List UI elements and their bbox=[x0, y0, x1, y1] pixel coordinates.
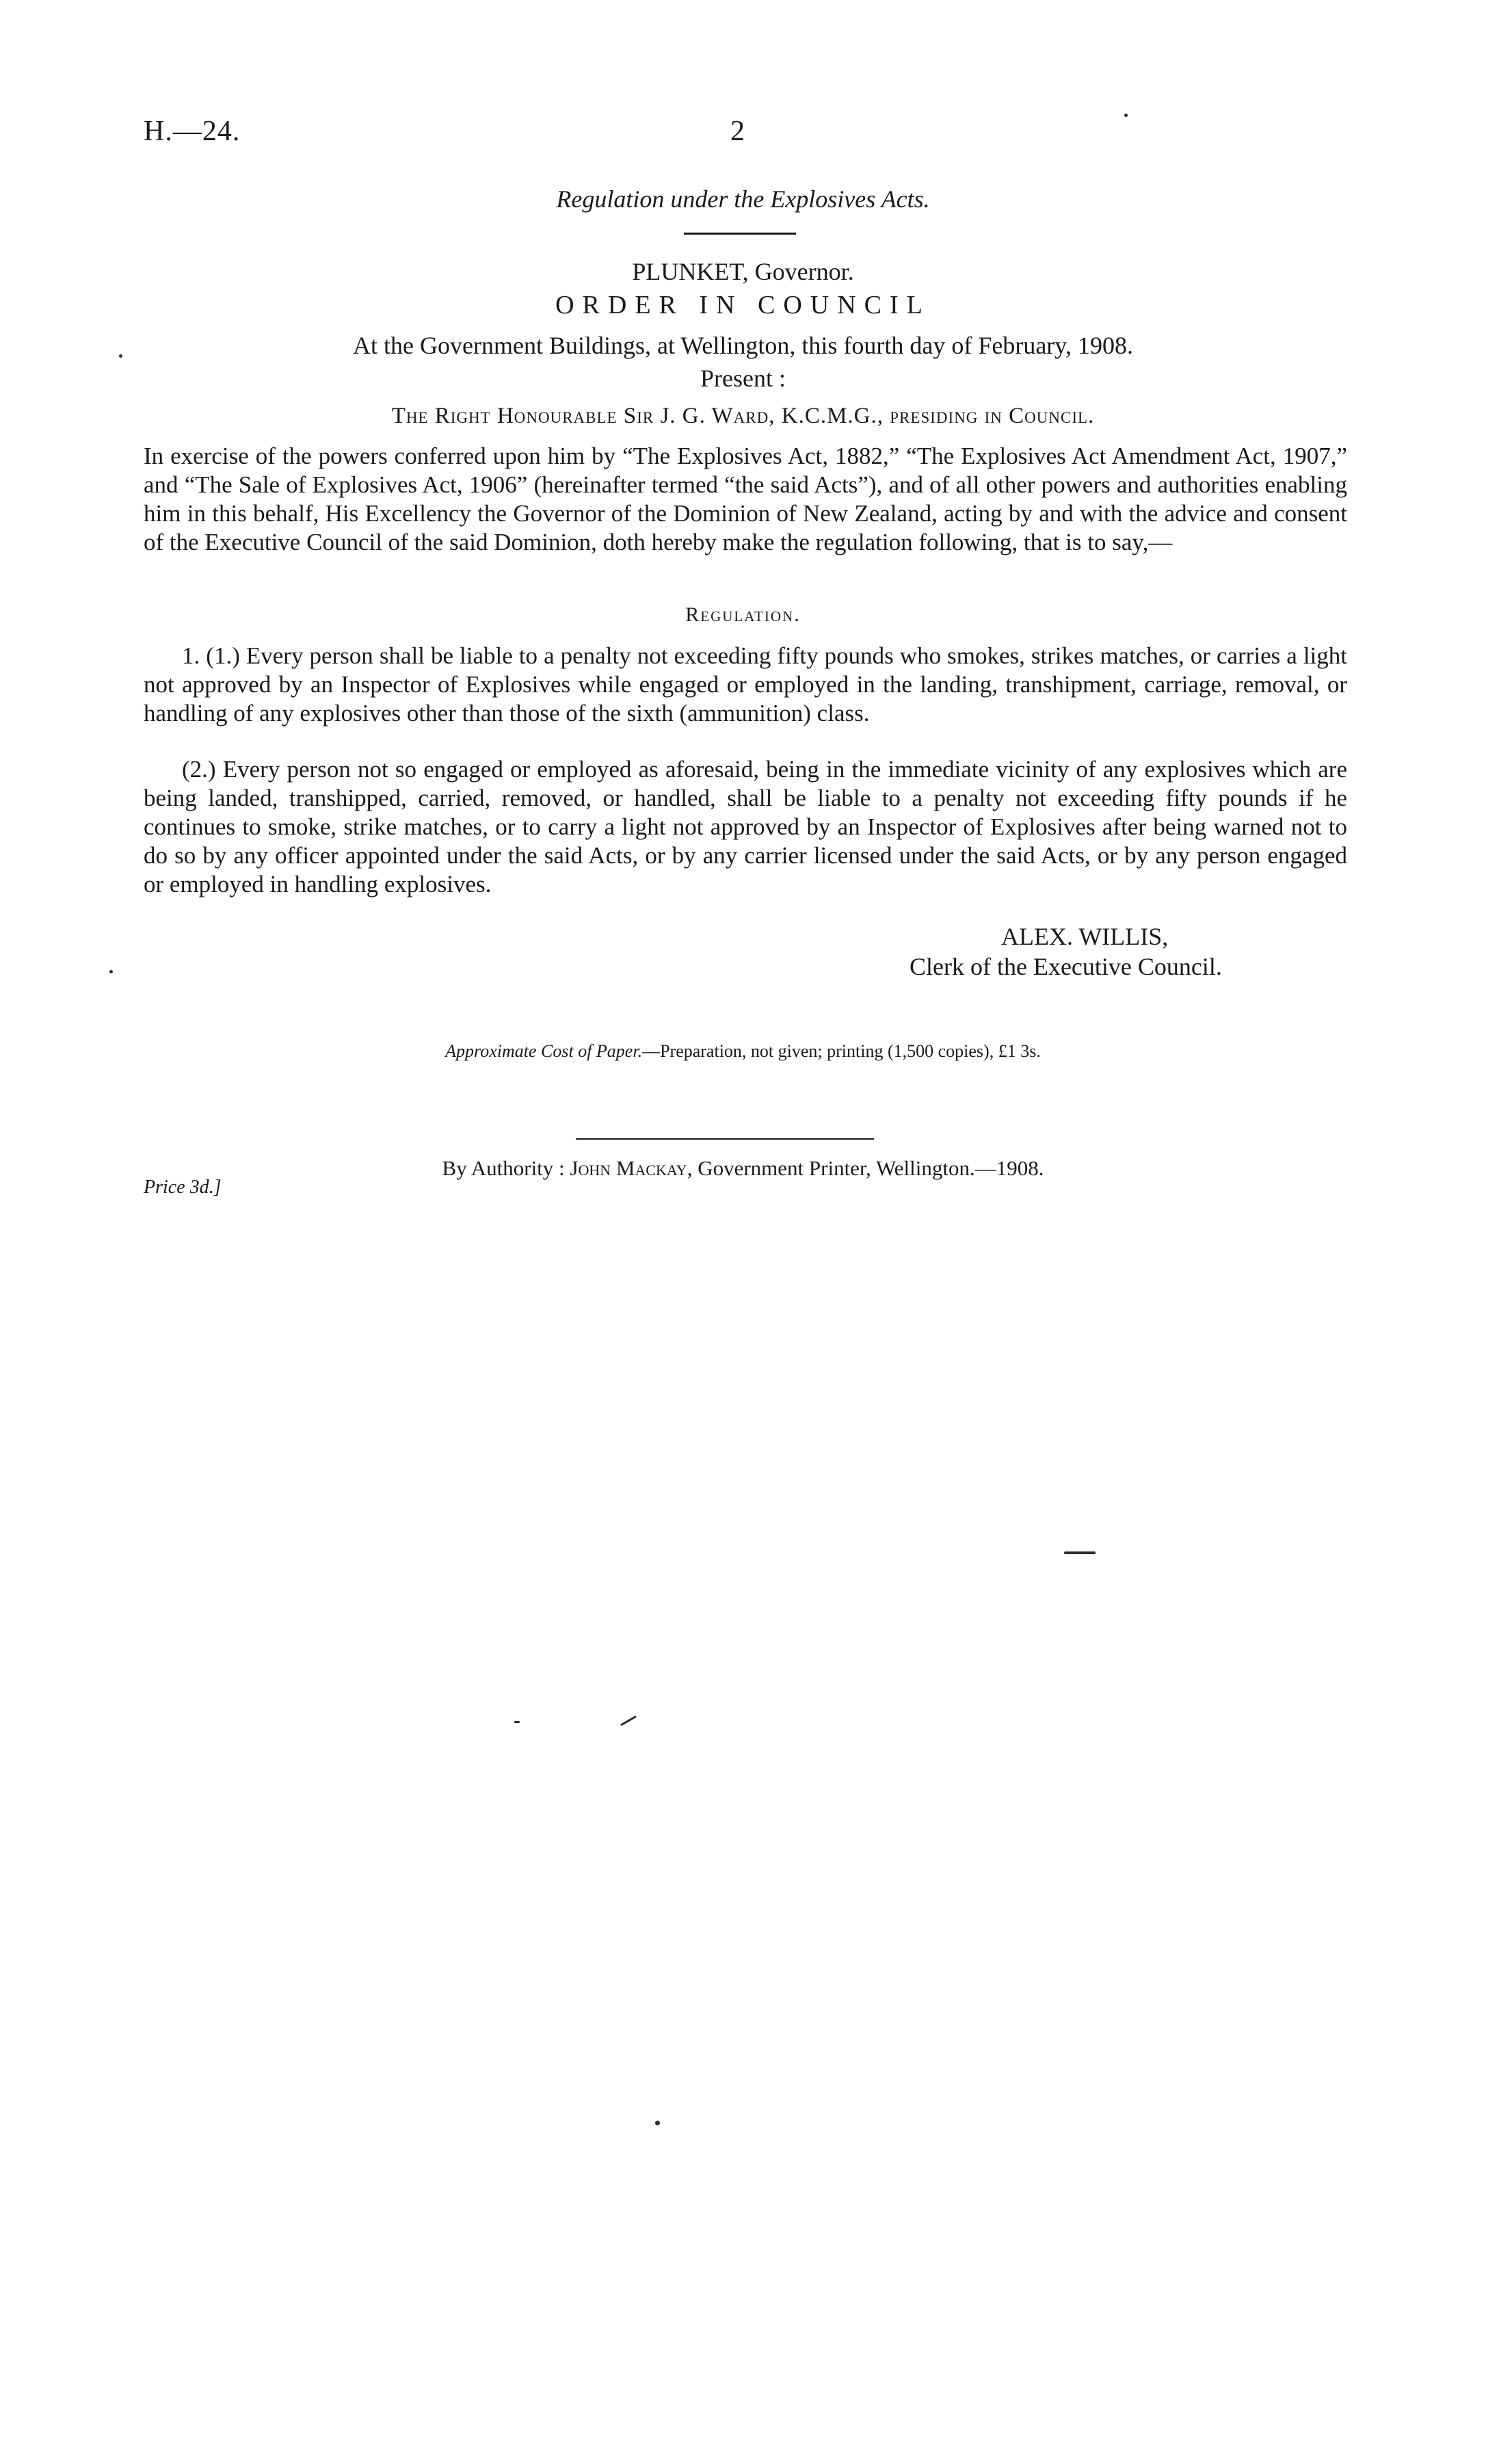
present-label: Present : bbox=[700, 365, 786, 392]
cost-text: —Preparation, not given; printing (1,500 copies), £1 3s. bbox=[642, 1041, 1041, 1061]
imprint-prefix: By Authority : bbox=[442, 1156, 565, 1180]
price-note: Price 3d.] bbox=[144, 1177, 222, 1198]
imprint-suffix: , Government Printer, Wellington.—1908. bbox=[687, 1156, 1044, 1180]
cost-label: Approximate Cost of Paper. bbox=[445, 1041, 643, 1061]
regulation-heading: Regulation. bbox=[685, 603, 801, 626]
scan-speck bbox=[655, 2121, 660, 2125]
document-reference: H.—24. bbox=[144, 116, 241, 147]
scan-speck bbox=[514, 1721, 520, 1723]
scan-speck bbox=[109, 970, 113, 973]
signatory-title: Clerk of the Executive Council. bbox=[910, 953, 1222, 980]
footer-divider bbox=[576, 1138, 874, 1140]
printer-imprint bbox=[0, 1156, 1486, 1181]
preamble-paragraph: In exercise of the powers conferred upon him by “The Explosives Act, 1882,” “The Explosives Act Amendment Act, 1907,” and “The Sale of Explosives Act, 1906” (hereinafter termed “the said Acts”), and of all other powers and authorities enabling him in this behalf, His Excellency the Governor of the Dominion of New Zealand, acting by and with the advice and consent of the Executive Council of the said Dominion, doth hereby make the regulation following, that is to say,— bbox=[144, 443, 1347, 555]
scan-speck bbox=[620, 1716, 637, 1727]
place-date-line: At the Government Buildings, at Wellington, this fourth day of February, 1908. bbox=[353, 332, 1133, 359]
presiding-line: The Right Honourable Sir J. G. Ward, K.C.M.G., presiding in Council. bbox=[391, 404, 1095, 428]
order-heading: ORDER IN COUNCIL bbox=[555, 291, 931, 319]
clause-1-paragraph: 1. (1.) Every person shall be liable to a penalty not exceeding fifty pounds who smokes, strikes matches, or carries a light not approved by an Inspector of Explosives while engaged or employed in the landing, transhipment, carriage, removal, or handling of any explosives other than those of the sixth (ammunition) class. bbox=[144, 642, 1347, 726]
title-divider bbox=[684, 233, 796, 235]
cost-note bbox=[0, 1041, 1486, 1062]
page-number: 2 bbox=[730, 116, 745, 147]
governor-line: PLUNKET, Governor. bbox=[632, 258, 854, 285]
page-title: Regulation under the Explosives Acts. bbox=[556, 185, 930, 213]
scan-speck bbox=[119, 354, 122, 358]
scan-speck bbox=[1124, 114, 1128, 117]
clause-2-paragraph: (2.) Every person not so engaged or employed as aforesaid, being in the immediate vicinity of any explosives which are being landed, transhipped, carried, removed, or handled, shall be liable to a penalty not exceeding fifty pounds if he continues to smoke, strike matches, or to carry a light not approved by an Inspector of Explosives after being warned not to do so by any officer appointed under the said Acts, or by any carrier licensed under the said Acts, or by any person engaged or employed in handling explosives. bbox=[144, 756, 1347, 897]
imprint-printer: John Mackay bbox=[570, 1156, 687, 1180]
signatory-name: ALEX. WILLIS, bbox=[1001, 923, 1169, 950]
scan-speck bbox=[1064, 1551, 1096, 1554]
